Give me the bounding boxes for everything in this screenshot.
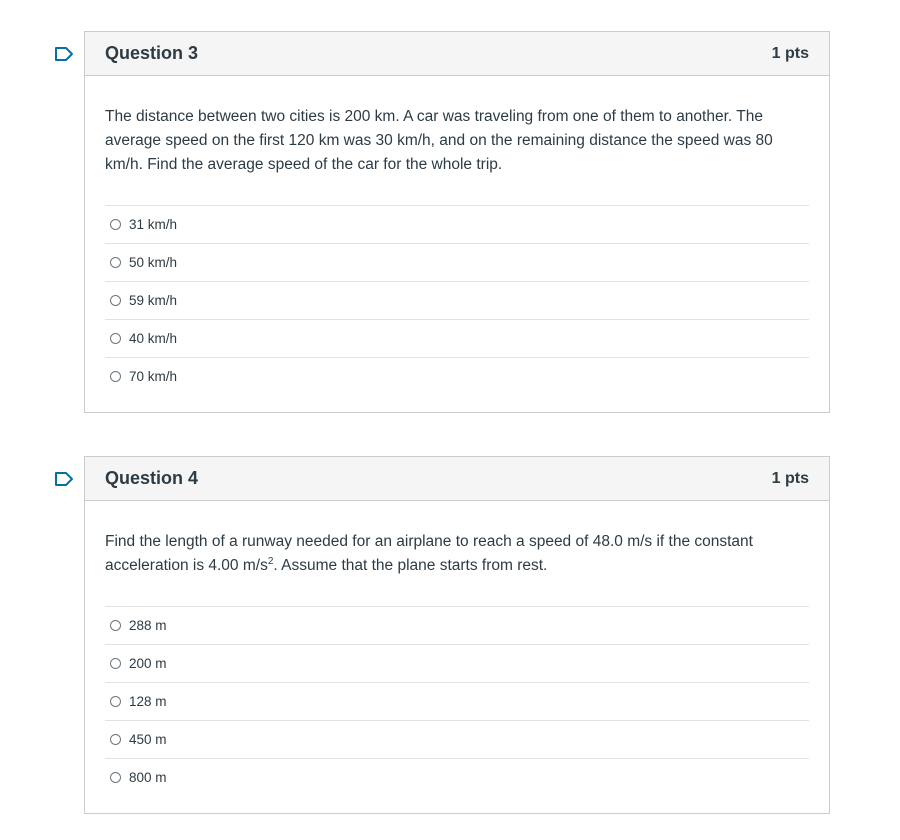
answer-label: 800 m — [129, 770, 167, 785]
question-3 — [84, 31, 830, 413]
superscript: 2 — [267, 555, 274, 567]
question-text-end: . Assume that the plane starts from rest. — [273, 557, 548, 574]
answer-label: 31 km/h — [129, 217, 178, 232]
radio-button[interactable] — [110, 734, 121, 745]
answer-label: 50 km/h — [129, 255, 178, 270]
flag-question-icon[interactable] — [54, 471, 74, 487]
answer-option[interactable] — [105, 607, 809, 645]
answer-label: 59 km/h — [129, 293, 178, 308]
question-text: The distance between two cities is 200 km. A car was traveling from one of them to another. The average speed on the first 120 km was 30 km/h, and on the remaining distance the speed was 80 km/h. Find the average speed of the car for the whole trip. — [105, 108, 773, 173]
answer-option[interactable] — [105, 358, 809, 395]
flag-question-icon[interactable] — [54, 46, 74, 62]
answer-option[interactable] — [105, 244, 809, 282]
answer-label: 40 km/h — [129, 331, 178, 346]
answer-option[interactable] — [105, 206, 809, 244]
answer-label: 450 m — [129, 732, 167, 747]
answer-label: 200 m — [129, 656, 167, 671]
question-body — [85, 76, 829, 395]
question-4 — [84, 456, 830, 814]
radio-button[interactable] — [110, 696, 121, 707]
answer-label: 288 m — [129, 618, 167, 633]
answer-label: 70 km/h — [129, 369, 178, 384]
radio-button[interactable] — [110, 371, 121, 382]
answer-option[interactable] — [105, 645, 809, 683]
radio-button[interactable] — [110, 772, 121, 783]
radio-button[interactable] — [110, 620, 121, 631]
radio-button[interactable] — [110, 219, 121, 230]
question-points: 1 pts — [771, 469, 809, 487]
question-body — [85, 501, 829, 796]
radio-button[interactable] — [110, 658, 121, 669]
question-header — [85, 457, 829, 501]
question-header — [85, 32, 829, 76]
radio-button[interactable] — [110, 295, 121, 306]
answer-option[interactable] — [105, 320, 809, 358]
question-title: Question 4 — [105, 468, 199, 488]
answer-label: 128 m — [129, 694, 167, 709]
answer-list — [105, 606, 809, 796]
radio-button[interactable] — [110, 257, 121, 268]
answer-option[interactable] — [105, 282, 809, 320]
answer-option[interactable] — [105, 721, 809, 759]
question-points: 1 pts — [771, 44, 809, 62]
answer-option[interactable] — [105, 683, 809, 721]
answer-list — [105, 205, 809, 395]
answer-option[interactable] — [105, 759, 809, 796]
question-text — [105, 530, 809, 578]
radio-button[interactable] — [110, 333, 121, 344]
question-text-main: Find the length of a runway needed for an airplane to reach a speed of 48.0 m/s if the constant acceleration is 4.00 m/s — [105, 533, 753, 574]
question-title: Question 3 — [105, 43, 199, 63]
